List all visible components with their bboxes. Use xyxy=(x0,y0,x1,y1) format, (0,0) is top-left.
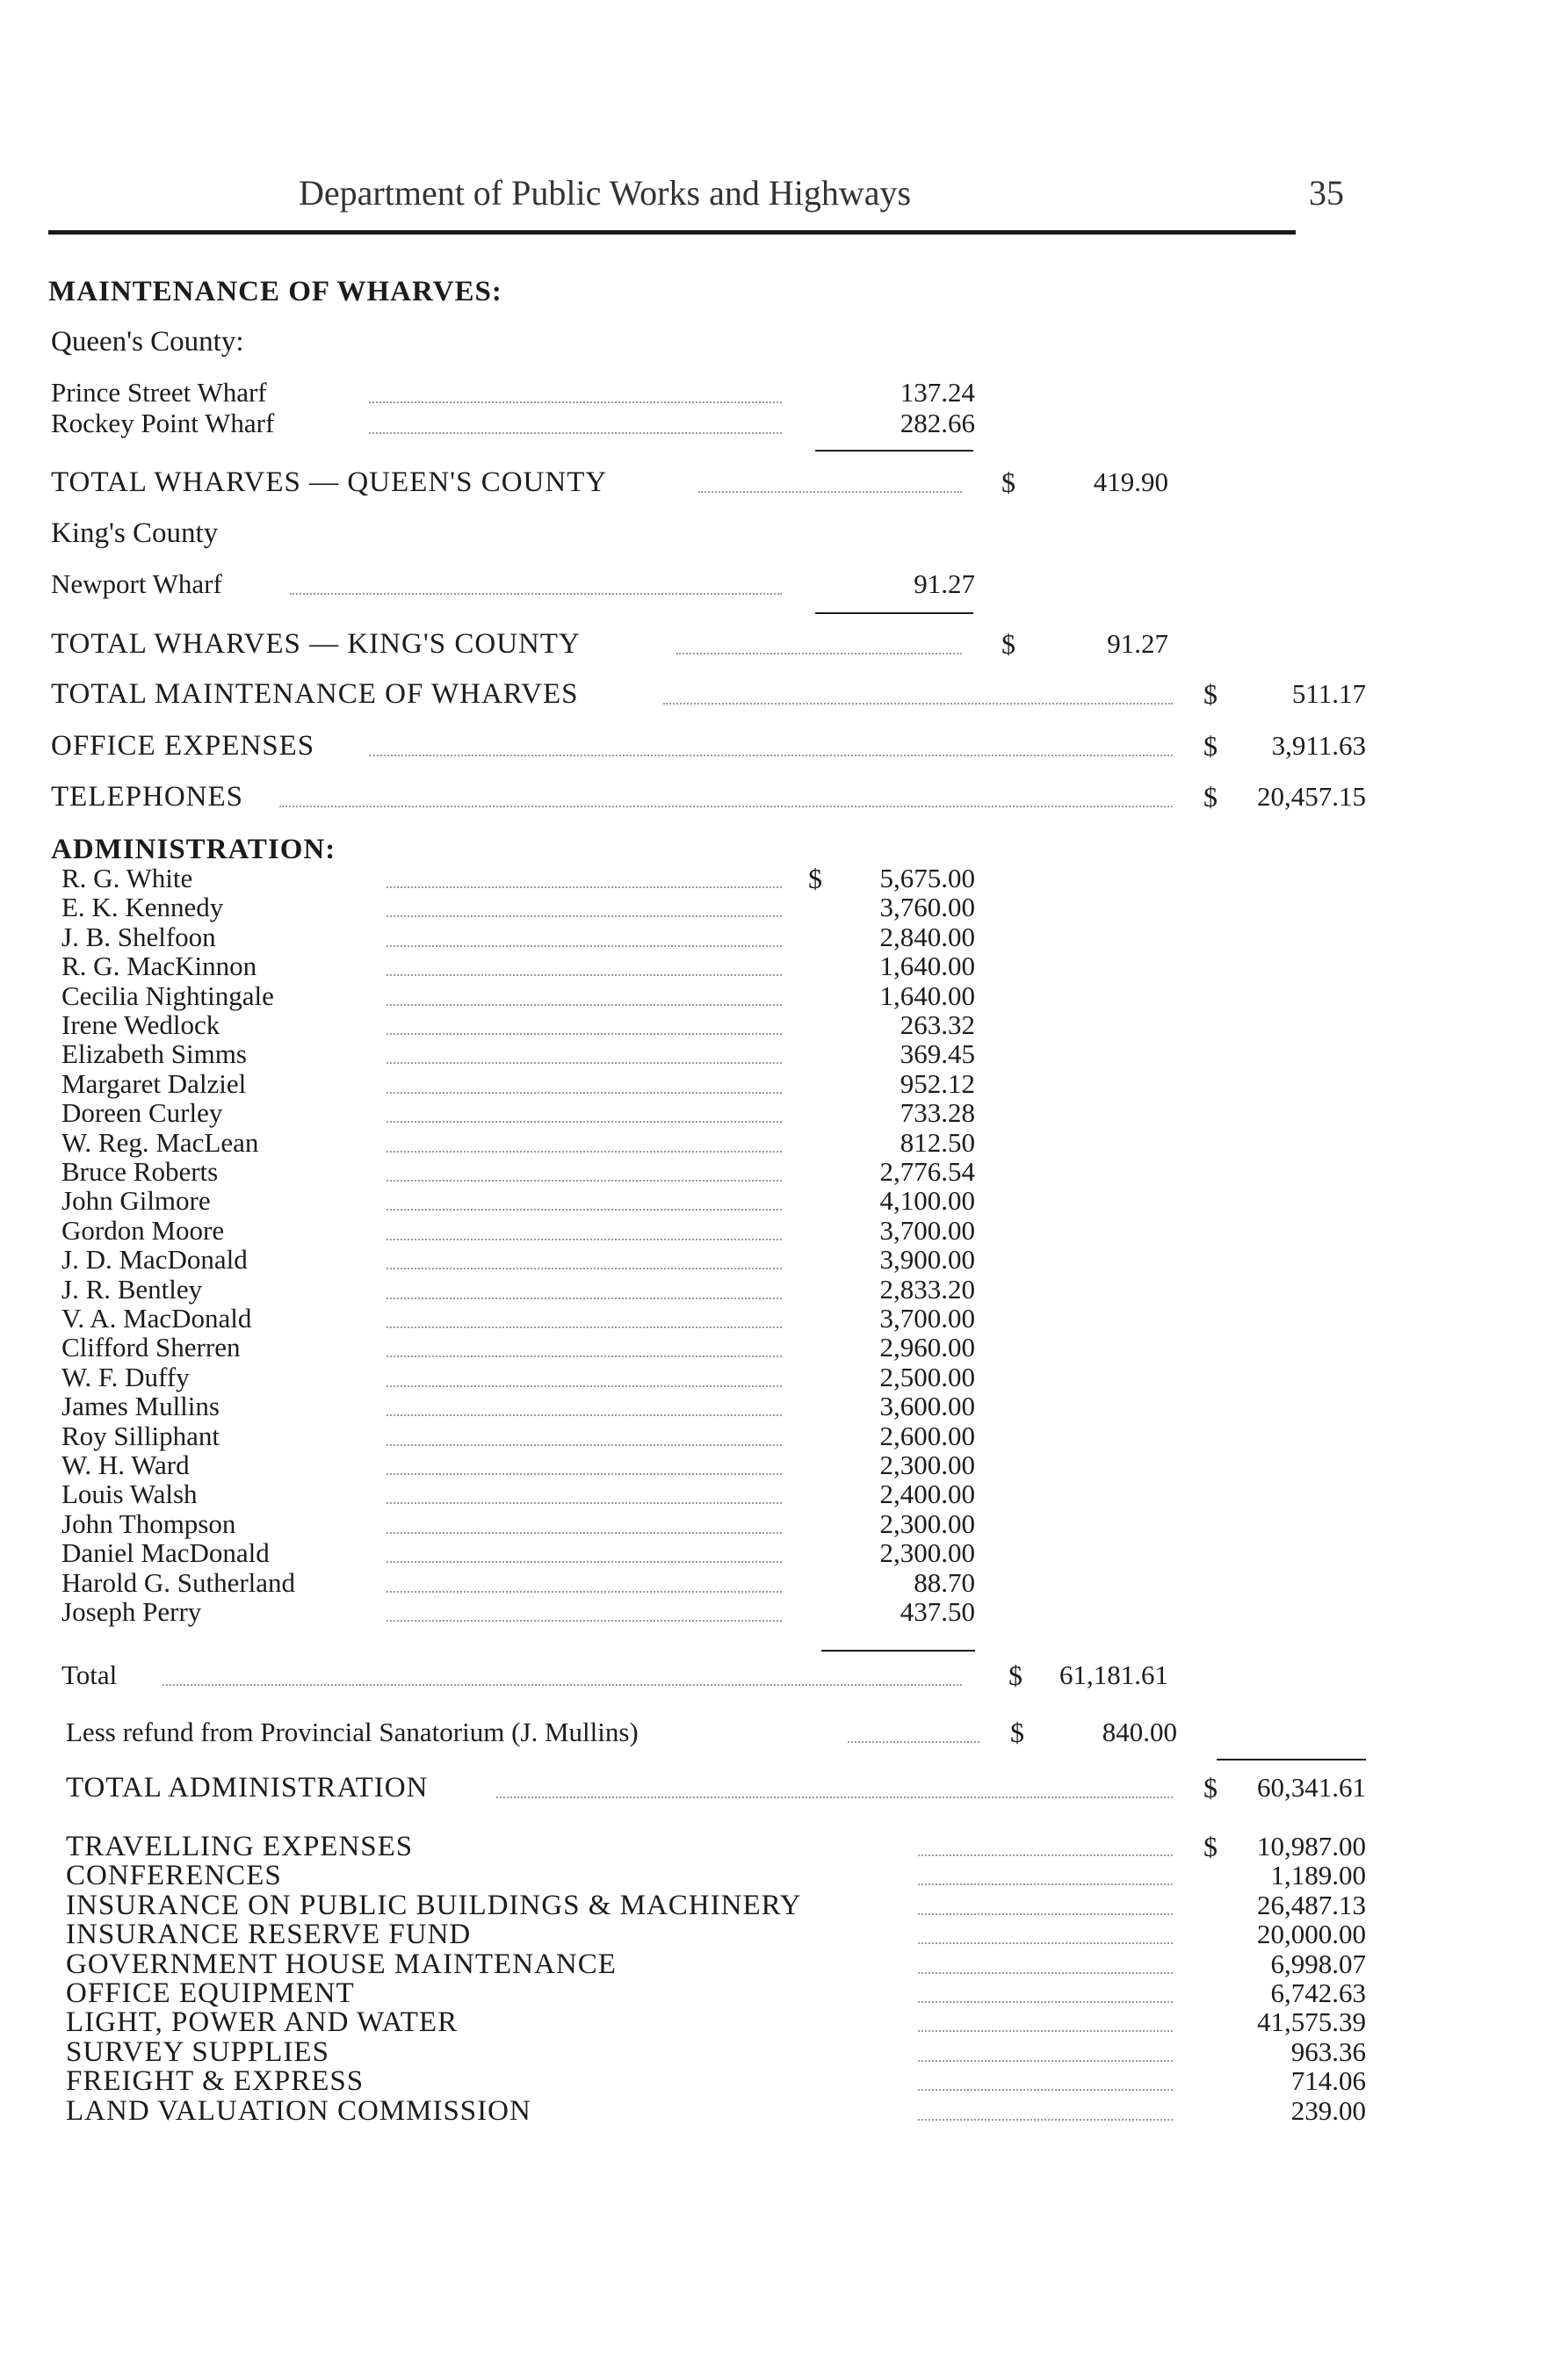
leader-dots xyxy=(387,915,782,917)
staff-amount: 2,300.00 xyxy=(879,1507,975,1539)
staff-amount: 2,960.00 xyxy=(879,1332,975,1363)
leader-dots xyxy=(387,1239,782,1240)
staff-name: Louis Walsh xyxy=(61,1478,198,1510)
leader-dots xyxy=(387,1414,782,1416)
leader-dots xyxy=(387,1062,782,1064)
expense-amount: 20,000.00 xyxy=(1257,1919,1366,1950)
currency-symbol: $ xyxy=(1001,628,1015,660)
staff-amount: 2,833.20 xyxy=(879,1273,975,1305)
staff-amount: 733.28 xyxy=(900,1097,975,1129)
staff-amount: 2,500.00 xyxy=(879,1361,975,1392)
staff-amount: 3,700.00 xyxy=(879,1214,975,1246)
kings-county-label: King's County xyxy=(51,517,219,549)
expense-amount: 6,998.07 xyxy=(1270,1948,1366,1979)
staff-amount: 3,700.00 xyxy=(879,1303,975,1334)
wharf-amount: 282.66 xyxy=(900,408,975,438)
leader-dots xyxy=(387,1004,782,1006)
leader-dots xyxy=(387,1561,782,1563)
staff-name: W. H. Ward xyxy=(61,1449,190,1480)
expense-label: GOVERNMENT HOUSE MAINTENANCE xyxy=(66,1948,617,1980)
queens-total-label: TOTAL WHARVES — QUEEN'S COUNTY xyxy=(51,466,608,498)
staff-amount: 812.50 xyxy=(900,1126,975,1158)
leader-dots xyxy=(387,1591,782,1593)
staff-name: J. R. Bentley xyxy=(61,1273,203,1305)
kings-total: 91.27 xyxy=(1107,628,1168,659)
staff-name: E. K. Kennedy xyxy=(61,892,224,923)
expense-amount: 6,742.63 xyxy=(1270,1977,1366,2008)
staff-name: John Gilmore xyxy=(61,1185,211,1217)
leader-dots xyxy=(387,1473,782,1475)
office-expenses-amount: 3,911.63 xyxy=(1271,730,1366,761)
expense-label: FREIGHT & EXPRESS xyxy=(66,2065,365,2098)
leader-dots xyxy=(387,1356,782,1357)
admin-grand-total: 60,341.61 xyxy=(1257,1772,1366,1803)
staff-name: R. G. MacKinnon xyxy=(61,951,257,982)
leader-dots xyxy=(387,1151,782,1153)
office-expenses-label: OFFICE EXPENSES xyxy=(51,730,315,762)
staff-amount: 369.45 xyxy=(900,1038,975,1070)
wharf-name: Newport Wharf xyxy=(51,568,222,599)
admin-grand-label: TOTAL ADMINISTRATION xyxy=(66,1772,429,1804)
leader-dots xyxy=(387,1298,782,1299)
staff-name: W. F. Duffy xyxy=(61,1361,190,1392)
leader-dots xyxy=(698,491,962,493)
expense-label: SURVEY SUPPLIES xyxy=(66,2035,329,2068)
staff-amount: 3,900.00 xyxy=(879,1244,975,1276)
leader-dots xyxy=(387,974,782,976)
queens-total: 419.90 xyxy=(1093,466,1168,497)
leader-dots xyxy=(918,2001,1173,2003)
page-number: 35 xyxy=(1309,173,1344,213)
telephones-amount: 20,457.15 xyxy=(1257,781,1366,812)
subtotal-underline xyxy=(1217,1759,1366,1760)
wharf-amount: 137.24 xyxy=(900,377,975,408)
staff-amount: 4,100.00 xyxy=(879,1185,975,1217)
leader-dots xyxy=(387,1532,782,1534)
expense-label: TRAVELLING EXPENSES xyxy=(66,1831,414,1862)
leader-dots xyxy=(848,1741,979,1743)
staff-amount: 88.70 xyxy=(914,1566,975,1598)
leader-dots xyxy=(387,1385,782,1387)
expense-label: CONFERENCES xyxy=(66,1860,282,1892)
wharves-heading: MAINTENANCE OF WHARVES: xyxy=(48,276,502,307)
staff-name: Bruce Roberts xyxy=(61,1156,219,1187)
staff-name: Clifford Sherren xyxy=(61,1332,241,1363)
staff-name: Daniel MacDonald xyxy=(61,1537,270,1569)
leader-dots xyxy=(290,593,782,595)
staff-amount: 437.50 xyxy=(900,1596,975,1627)
leader-dots xyxy=(163,1684,962,1686)
subtotal-underline xyxy=(815,450,973,452)
leader-dots xyxy=(918,1883,1173,1885)
expense-label: LIGHT, POWER AND WATER xyxy=(66,2006,459,2039)
staff-name: James Mullins xyxy=(61,1391,220,1422)
expense-label: INSURANCE ON PUBLIC BUILDINGS & MACHINERY xyxy=(66,1889,802,1921)
leader-dots xyxy=(918,1972,1173,1974)
currency-symbol: $ xyxy=(1203,1772,1218,1804)
leader-dots xyxy=(918,2060,1173,2062)
expense-amount: 239.00 xyxy=(1290,2094,1366,2126)
staff-name: J. D. MacDonald xyxy=(61,1244,248,1276)
leader-dots xyxy=(387,1033,782,1035)
leader-dots xyxy=(387,1502,782,1504)
expense-amount: 714.06 xyxy=(1290,2065,1366,2097)
leader-dots xyxy=(387,1268,782,1269)
leader-dots xyxy=(387,1121,782,1123)
staff-amount: 1,640.00 xyxy=(879,951,975,982)
subtotal-underline xyxy=(821,1650,975,1652)
leader-dots xyxy=(387,886,782,888)
refund-amount: 840.00 xyxy=(1102,1717,1177,1747)
currency-symbol: $ xyxy=(1203,781,1218,813)
administration-heading: ADMINISTRATION: xyxy=(51,834,336,865)
staff-amount: 2,300.00 xyxy=(879,1537,975,1569)
staff-name: Margaret Dalziel xyxy=(61,1067,247,1099)
staff-amount: 2,776.54 xyxy=(879,1156,975,1187)
leader-dots xyxy=(918,1942,1173,1944)
leader-dots xyxy=(918,1913,1173,1915)
staff-amount: 952.12 xyxy=(900,1067,975,1099)
currency-symbol: $ xyxy=(1203,730,1218,762)
expense-amount: 963.36 xyxy=(1290,2035,1366,2067)
leader-dots xyxy=(369,755,1173,756)
leader-dots xyxy=(369,432,782,434)
staff-name: Cecilia Nightingale xyxy=(61,980,274,1011)
staff-name: Roy Silliphant xyxy=(61,1420,220,1451)
leader-dots xyxy=(676,653,962,654)
leader-dots xyxy=(918,1854,1173,1856)
wharves-grand-label: TOTAL MAINTENANCE OF WHARVES xyxy=(51,678,579,710)
currency-symbol: $ xyxy=(1203,678,1218,710)
currency-symbol: $ xyxy=(1203,1831,1218,1862)
wharves-grand-total: 511.17 xyxy=(1291,678,1366,709)
currency-symbol: $ xyxy=(808,863,822,894)
staff-name: Gordon Moore xyxy=(61,1214,225,1246)
subtotal-underline xyxy=(815,612,973,614)
staff-name: Elizabeth Simms xyxy=(61,1038,247,1070)
admin-total-label: Total xyxy=(61,1659,118,1690)
currency-symbol: $ xyxy=(1010,1717,1024,1748)
kings-total-label: TOTAL WHARVES — KING'S COUNTY xyxy=(51,628,581,660)
expense-amount: 10,987.00 xyxy=(1257,1831,1366,1862)
staff-name: Doreen Curley xyxy=(61,1097,223,1129)
expense-amount: 26,487.13 xyxy=(1257,1889,1366,1920)
staff-name: V. A. MacDonald xyxy=(61,1303,252,1334)
leader-dots xyxy=(496,1796,1173,1798)
currency-symbol: $ xyxy=(1008,1659,1022,1691)
staff-name: Irene Wedlock xyxy=(61,1009,220,1040)
leader-dots xyxy=(387,1180,782,1182)
expense-label: INSURANCE RESERVE FUND xyxy=(66,1919,472,1951)
staff-amount: 2,840.00 xyxy=(879,921,975,952)
leader-dots xyxy=(387,1444,782,1446)
expense-amount: 41,575.39 xyxy=(1257,2006,1366,2038)
staff-name: R. G. White xyxy=(61,863,193,893)
staff-amount: 2,600.00 xyxy=(879,1420,975,1451)
page-header-title: Department of Public Works and Highways xyxy=(299,173,912,213)
wharf-amount: 91.27 xyxy=(914,568,975,599)
expense-amount: 1,189.00 xyxy=(1270,1860,1366,1891)
queens-county-label: Queen's County: xyxy=(51,326,244,358)
staff-name: J. B. Shelfoon xyxy=(61,921,216,952)
leader-dots xyxy=(663,703,1173,705)
wharf-name: Prince Street Wharf xyxy=(51,377,267,408)
leader-dots xyxy=(387,945,782,947)
staff-name: Harold G. Sutherland xyxy=(61,1566,296,1598)
staff-name: Joseph Perry xyxy=(61,1596,202,1627)
expense-label: LAND VALUATION COMMISSION xyxy=(66,2094,531,2127)
leader-dots xyxy=(918,2119,1173,2121)
expense-label: OFFICE EQUIPMENT xyxy=(66,1977,355,2009)
leader-dots xyxy=(369,401,782,403)
admin-total: 61,181.61 xyxy=(1059,1659,1168,1690)
staff-amount: 3,600.00 xyxy=(879,1391,975,1422)
leader-dots xyxy=(279,806,1173,807)
staff-amount: 5,675.00 xyxy=(879,863,975,893)
staff-amount: 263.32 xyxy=(900,1009,975,1040)
leader-dots xyxy=(918,2089,1173,2091)
staff-name: W. Reg. MacLean xyxy=(61,1126,259,1158)
refund-label: Less refund from Provincial Sanatorium (J. Mullins) xyxy=(66,1717,639,1747)
staff-amount: 2,400.00 xyxy=(879,1478,975,1510)
leader-dots xyxy=(387,1092,782,1094)
wharf-name: Rockey Point Wharf xyxy=(51,408,275,438)
header-rule xyxy=(48,230,1296,235)
staff-amount: 2,300.00 xyxy=(879,1449,975,1480)
staff-amount: 1,640.00 xyxy=(879,980,975,1011)
staff-amount: 3,760.00 xyxy=(879,892,975,923)
telephones-label: TELEPHONES xyxy=(51,781,243,813)
leader-dots xyxy=(387,1620,782,1622)
staff-name: John Thompson xyxy=(61,1507,236,1539)
leader-dots xyxy=(387,1327,782,1328)
currency-symbol: $ xyxy=(1001,466,1015,498)
leader-dots xyxy=(918,2030,1173,2032)
leader-dots xyxy=(387,1209,782,1211)
